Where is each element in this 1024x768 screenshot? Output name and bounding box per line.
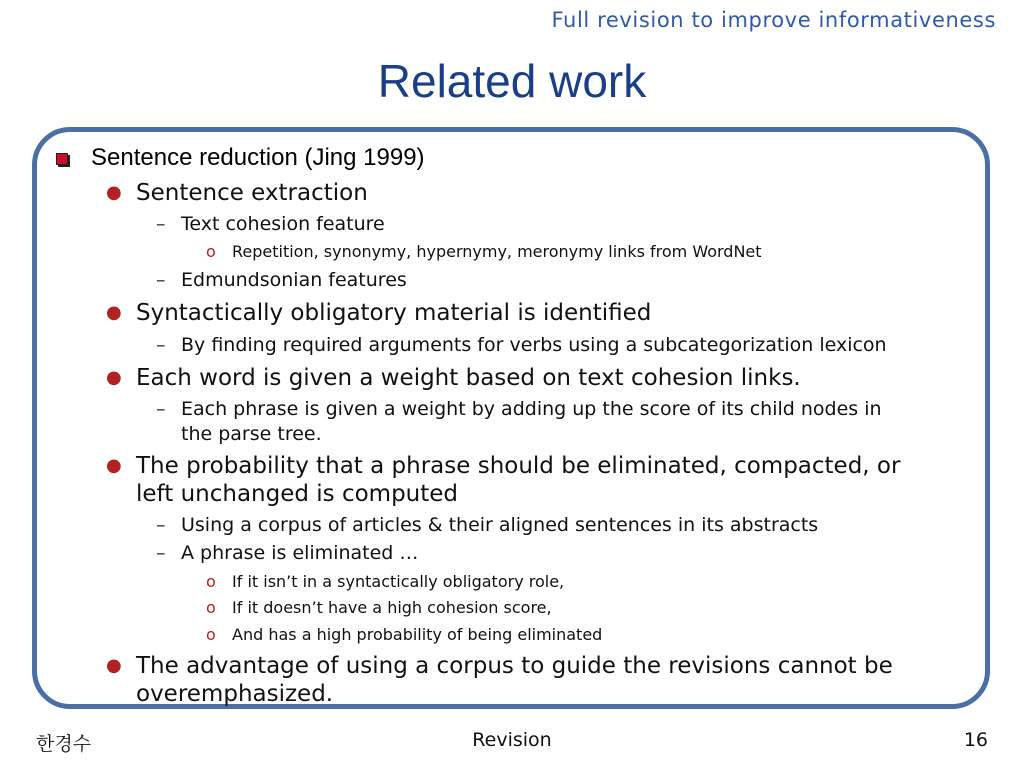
dot-bullet-icon: ● <box>106 655 122 676</box>
bullet-text: By finding required arguments for verbs using a subcategorization lexicon <box>181 334 887 356</box>
bullet-text: Text cohesion feature <box>181 213 385 235</box>
bullet-text: Sentence extraction <box>136 180 368 206</box>
slide-title: Related work <box>377 55 647 107</box>
bullet-text: The advantage of using a corpus to guide the revisions cannot be <box>136 653 893 679</box>
dot-bullet-icon: ● <box>106 182 122 203</box>
dash-bullet-icon: – <box>156 269 166 291</box>
footer-section: Revision <box>472 729 552 751</box>
bullet-text: the parse tree. <box>181 423 322 445</box>
bullet-text: If it isn’t in a syntactically obligatory role, <box>232 572 565 591</box>
bullet-text: The probability that a phrase should be eliminated, compacted, or <box>136 453 901 479</box>
circle-bullet-icon: o <box>206 242 216 261</box>
bullet-text: Edmundsonian features <box>181 269 407 291</box>
bullet-text: Each phrase is given a weight by adding up the score of its child nodes in <box>181 398 882 420</box>
dot-bullet-icon: ● <box>106 367 122 388</box>
slide-tagline: Full revision to improve informativeness <box>551 8 996 32</box>
bullet-text: Sentence reduction (Jing 1999) <box>91 144 425 171</box>
dot-bullet-icon: ● <box>106 302 122 323</box>
bullet-text: overemphasized. <box>136 681 334 707</box>
dash-bullet-icon: – <box>156 542 166 564</box>
bullet-text: Repetition, synonymy, hypernymy, meronymy links from WordNet <box>232 242 762 261</box>
dash-bullet-icon: – <box>156 398 166 420</box>
circle-bullet-icon: o <box>206 598 216 617</box>
page-number: 16 <box>963 729 988 751</box>
dash-bullet-icon: – <box>156 334 166 356</box>
bullet-text: A phrase is eliminated … <box>181 542 419 564</box>
circle-bullet-icon: o <box>206 572 216 591</box>
bullet-text: Syntactically obligatory material is identified <box>136 300 652 326</box>
dash-bullet-icon: – <box>156 213 166 235</box>
bullet-text: Each word is given a weight based on text cohesion links. <box>136 365 801 391</box>
dash-bullet-icon: – <box>156 514 166 536</box>
bullet-text: Using a corpus of articles & their aligned sentences in its abstracts <box>181 514 819 536</box>
bullet-text: And has a high probability of being eliminated <box>232 625 603 644</box>
dot-bullet-icon: ● <box>106 455 122 476</box>
square-bullet-icon <box>56 153 68 165</box>
bullet-text: If it doesn’t have a high cohesion score, <box>232 598 552 617</box>
bullet-text: left unchanged is computed <box>136 481 459 507</box>
circle-bullet-icon: o <box>206 625 216 644</box>
footer-author: 한경수 <box>36 733 92 755</box>
